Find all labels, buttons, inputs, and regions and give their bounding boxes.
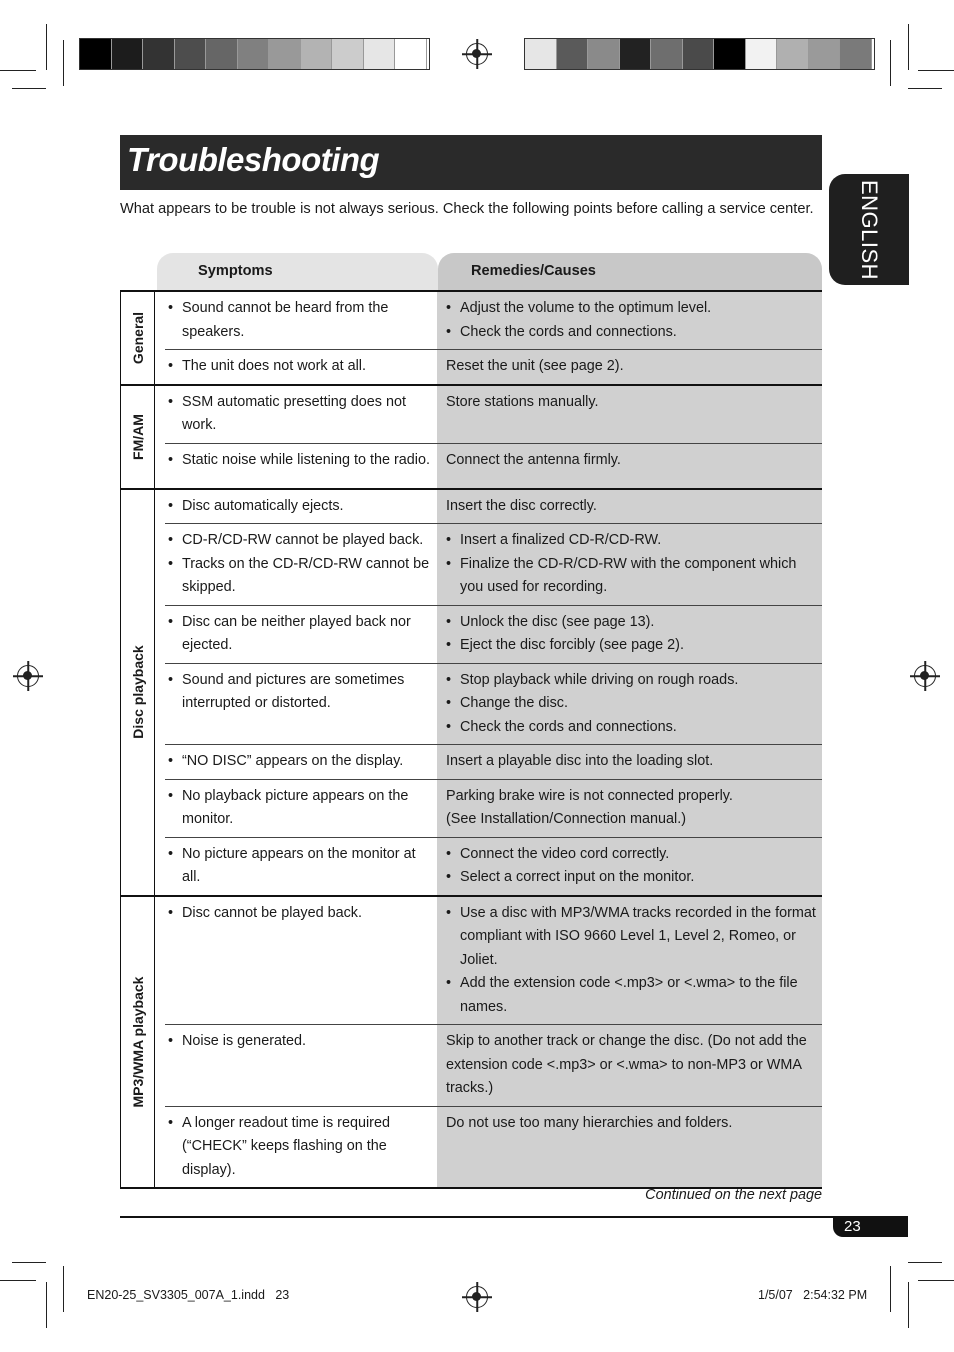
symptom-item xyxy=(168,902,437,926)
symptom-item xyxy=(168,495,437,519)
color-swatch xyxy=(588,39,620,69)
color-swatch xyxy=(112,39,144,69)
remedy-text: Reset the unit (see page 2). xyxy=(446,358,624,374)
color-swatch xyxy=(714,39,746,69)
symptom-item xyxy=(168,785,437,832)
table-row xyxy=(165,350,822,384)
symptom-item xyxy=(168,355,437,379)
crop-mark xyxy=(908,1262,942,1263)
crop-mark xyxy=(890,1266,891,1312)
bullet: • xyxy=(168,845,174,862)
remedy-cell xyxy=(437,606,822,663)
symptom-item xyxy=(168,449,437,473)
bullet: • xyxy=(168,787,174,804)
table-row xyxy=(165,386,822,444)
table-row xyxy=(165,292,822,350)
bullet: • xyxy=(168,497,174,514)
group-label: Disc playback xyxy=(129,645,146,739)
table-row xyxy=(165,1025,822,1107)
remedies-header-label: Remedies/Causes xyxy=(471,263,596,279)
bullet: • xyxy=(168,532,174,548)
symptom-cell xyxy=(165,524,437,605)
color-swatch xyxy=(80,39,112,69)
symptom-item xyxy=(168,1112,437,1183)
remedy-text: Store stations manually. xyxy=(446,393,599,410)
color-bar-right xyxy=(524,38,875,70)
symptom-text: Disc automatically ejects. xyxy=(182,497,344,514)
symptom-text: The unit does not work at all. xyxy=(182,358,366,374)
remedy-text: (See Installation/Connection manual.) xyxy=(446,811,686,827)
symptom-item xyxy=(168,843,437,890)
color-swatch xyxy=(395,39,427,69)
color-swatch xyxy=(809,39,841,69)
title-bar xyxy=(120,135,822,190)
group-label-cell xyxy=(120,897,155,1188)
group-label: MP3/WMA playback xyxy=(129,976,146,1108)
symptom-text: Sound and pictures are sometimes interrupted or distorted. xyxy=(182,671,405,711)
bullet: • xyxy=(446,671,452,688)
symptom-text: A longer readout time is required (“CHECK” keeps flashing on the display). xyxy=(182,1114,390,1178)
bullet: • xyxy=(168,300,174,316)
symptom-cell xyxy=(165,292,437,349)
crop-mark xyxy=(918,1280,954,1281)
remedy-item xyxy=(446,843,816,867)
group-rows xyxy=(155,897,822,1188)
crop-mark xyxy=(918,70,954,71)
symptoms-column-header xyxy=(157,253,438,291)
symptom-cell xyxy=(165,444,437,488)
remedy-text: Adjust the volume to the optimum level. xyxy=(460,300,712,316)
color-swatch xyxy=(301,39,333,69)
symptom-cell xyxy=(165,1107,437,1188)
bullet: • xyxy=(168,393,174,410)
remedies-column-header xyxy=(438,253,822,291)
remedy-cell xyxy=(437,386,822,443)
remedy-item xyxy=(446,529,816,553)
symptom-group xyxy=(120,292,822,386)
remedy-cell xyxy=(437,350,822,384)
remedy-item xyxy=(446,669,816,693)
group-rows xyxy=(155,386,822,488)
remedy-cell xyxy=(437,444,822,488)
symptom-text: “NO DISC” appears on the display. xyxy=(182,753,404,769)
symptom-group xyxy=(120,386,822,490)
troubleshooting-table xyxy=(120,290,822,1189)
remedy-item xyxy=(446,866,816,890)
file-slug: EN20-25_SV3305_007A_1.indd 23 xyxy=(87,1288,290,1302)
bullet: • xyxy=(446,845,452,862)
bullet: • xyxy=(446,718,452,735)
table-row xyxy=(165,780,822,838)
color-swatch xyxy=(683,39,715,69)
color-swatch xyxy=(143,39,175,69)
color-bar-left xyxy=(79,38,430,70)
bullet: • xyxy=(168,1033,174,1049)
page-number-badge xyxy=(833,1218,908,1237)
table-row xyxy=(165,897,822,1026)
bullet: • xyxy=(446,300,452,316)
remedy-text: Add the extension code <.mp3> or <.wma> to the file names. xyxy=(460,975,798,1015)
color-swatch xyxy=(238,39,270,69)
table-row xyxy=(165,606,822,664)
symptom-text: Disc can be neither played back nor ejected. xyxy=(182,613,411,653)
remedy-text: Select a correct input on the monitor. xyxy=(460,869,695,885)
color-swatch xyxy=(777,39,809,69)
symptom-text: Noise is generated. xyxy=(182,1033,306,1049)
bullet: • xyxy=(446,869,452,885)
group-label-cell xyxy=(120,386,155,488)
table-row xyxy=(165,664,822,746)
color-swatch xyxy=(175,39,207,69)
bullet: • xyxy=(168,613,174,630)
remedy-item xyxy=(446,321,816,345)
color-swatch xyxy=(557,39,589,69)
registration-mark-icon xyxy=(17,665,39,687)
language-tab-label: ENGLISH xyxy=(857,179,882,280)
bullet: • xyxy=(446,532,452,548)
symptom-cell xyxy=(165,386,437,443)
remedy-cell xyxy=(437,1025,822,1106)
bullet: • xyxy=(168,358,174,374)
crop-mark xyxy=(46,1282,47,1328)
remedy-text: Do not use too many hierarchies and folders. xyxy=(446,1114,733,1131)
symptom-item xyxy=(168,750,437,774)
remedy-item xyxy=(446,611,816,635)
registration-mark-icon xyxy=(466,43,488,65)
crop-mark xyxy=(63,1266,64,1312)
crop-mark xyxy=(908,24,909,70)
color-swatch xyxy=(651,39,683,69)
crop-mark xyxy=(12,1262,46,1263)
remedy-text: Finalize the CD-R/CD-RW with the component which you used for recording. xyxy=(460,555,797,595)
remedy-item xyxy=(446,297,816,321)
remedy-text: Eject the disc forcibly (see page 2). xyxy=(460,637,684,653)
bullet: • xyxy=(446,555,452,572)
remedy-text: Check the cords and connections. xyxy=(460,323,677,340)
symptom-text: SSM automatic presetting does not work. xyxy=(182,393,406,433)
symptom-text: No picture appears on the monitor at all. xyxy=(182,845,416,885)
symptom-item xyxy=(168,553,437,600)
remedy-text: Check the cords and connections. xyxy=(460,718,677,735)
remedy-text: Skip to another track or change the disc. (Do not add the extension code <.mp3> or <.wma> to non-MP3 or WMA tracks.) xyxy=(446,1033,807,1096)
symptoms-header-label: Symptoms xyxy=(198,263,273,279)
bullet: • xyxy=(168,451,174,468)
symptom-item xyxy=(168,669,437,716)
color-swatch xyxy=(269,39,301,69)
symptom-item xyxy=(168,1030,437,1054)
remedy-item xyxy=(446,972,816,1019)
symptom-item xyxy=(168,391,437,438)
remedy-cell xyxy=(437,1107,822,1188)
symptom-cell xyxy=(165,780,437,837)
bullet: • xyxy=(168,671,174,688)
bullet: • xyxy=(446,613,452,630)
remedy-text: Insert a playable disc into the loading slot. xyxy=(446,753,714,769)
remedy-cell xyxy=(437,780,822,837)
remedy-text: Insert a finalized CD-R/CD-RW. xyxy=(460,532,662,548)
remedy-cell xyxy=(437,838,822,895)
color-swatch xyxy=(332,39,364,69)
symptom-text: CD-R/CD-RW cannot be played back. xyxy=(182,532,424,548)
symptom-cell xyxy=(165,490,437,524)
remedy-item xyxy=(446,902,816,973)
registration-mark-icon xyxy=(914,665,936,687)
group-label: General xyxy=(129,311,146,364)
color-swatch xyxy=(620,39,652,69)
crop-mark xyxy=(908,88,942,89)
color-swatch xyxy=(840,39,872,69)
continued-note: Continued on the next page xyxy=(645,1187,822,1203)
footer-rule xyxy=(120,1216,908,1218)
remedy-text: Connect the antenna firmly. xyxy=(446,451,621,468)
bullet: • xyxy=(168,555,174,572)
symptom-text: Sound cannot be heard from the speakers. xyxy=(182,300,389,340)
table-row xyxy=(165,490,822,525)
remedy-text: Change the disc. xyxy=(460,695,569,711)
bullet: • xyxy=(446,975,452,991)
remedy-cell xyxy=(437,490,822,524)
table-row xyxy=(165,838,822,895)
symptom-cell xyxy=(165,606,437,663)
remedy-cell xyxy=(437,664,822,745)
remedy-text: Connect the video cord correctly. xyxy=(460,845,670,862)
symptom-group xyxy=(120,897,822,1190)
date-slug: 1/5/07 2:54:32 PM xyxy=(758,1288,868,1302)
remedy-text: Insert the disc correctly. xyxy=(446,497,597,514)
remedy-cell xyxy=(437,745,822,779)
symptom-text: No playback picture appears on the monitor. xyxy=(182,787,409,827)
remedy-text: Unlock the disc (see page 13). xyxy=(460,613,655,630)
symptom-item xyxy=(168,529,437,553)
remedy-cell xyxy=(437,524,822,605)
symptom-text: Tracks on the CD-R/CD-RW cannot be skipped. xyxy=(182,555,430,595)
table-row xyxy=(165,444,822,488)
symptom-item xyxy=(168,611,437,658)
symptom-group xyxy=(120,490,822,897)
bullet: • xyxy=(446,904,452,921)
crop-mark xyxy=(46,24,47,70)
registration-mark-icon xyxy=(466,1286,488,1308)
crop-mark xyxy=(63,40,64,86)
remedy-text: Parking brake wire is not connected properly. xyxy=(446,787,733,804)
remedy-text: Stop playback while driving on rough roads. xyxy=(460,671,739,688)
language-tab xyxy=(829,174,909,285)
crop-mark xyxy=(12,88,46,89)
symptom-cell xyxy=(165,350,437,384)
remedy-item xyxy=(446,634,816,658)
color-swatch xyxy=(206,39,238,69)
color-swatch xyxy=(746,39,778,69)
group-label: FM/AM xyxy=(129,413,146,460)
group-rows xyxy=(155,292,822,384)
symptom-cell xyxy=(165,1025,437,1106)
crop-mark xyxy=(908,1282,909,1328)
crop-mark xyxy=(890,40,891,86)
color-swatch xyxy=(364,39,396,69)
page-number: 23 xyxy=(844,1218,861,1235)
symptom-text: Disc cannot be played back. xyxy=(182,904,362,921)
remedy-item xyxy=(446,692,816,716)
color-swatch xyxy=(525,39,557,69)
page-title: Troubleshooting xyxy=(127,141,380,178)
remedy-cell xyxy=(437,897,822,1025)
bullet: • xyxy=(446,637,452,653)
bullet: • xyxy=(446,323,452,340)
remedy-item xyxy=(446,716,816,740)
group-label-cell xyxy=(120,490,155,895)
crop-mark xyxy=(0,70,36,71)
bullet: • xyxy=(168,753,174,769)
remedy-cell xyxy=(437,292,822,349)
remedy-item xyxy=(446,553,816,600)
crop-mark xyxy=(0,1280,36,1281)
symptom-text: Static noise while listening to the radio. xyxy=(182,451,430,468)
symptom-cell xyxy=(165,838,437,895)
group-label-cell xyxy=(120,292,155,384)
bullet: • xyxy=(446,695,452,711)
table-row xyxy=(165,745,822,780)
remedy-text: Use a disc with MP3/WMA tracks recorded in the format compliant with ISO 9660 Level 1, Level 2, Romeo, or Joliet. xyxy=(460,904,816,968)
intro-text: What appears to be trouble is not always serious. Check the following points before calling a service center. xyxy=(120,201,814,217)
symptom-cell xyxy=(165,897,437,1025)
table-row xyxy=(165,524,822,606)
symptom-cell xyxy=(165,664,437,745)
symptom-item xyxy=(168,297,437,344)
table-row xyxy=(165,1107,822,1188)
group-rows xyxy=(155,490,822,895)
symptom-cell xyxy=(165,745,437,779)
bullet: • xyxy=(168,1114,174,1131)
bullet: • xyxy=(168,904,174,921)
